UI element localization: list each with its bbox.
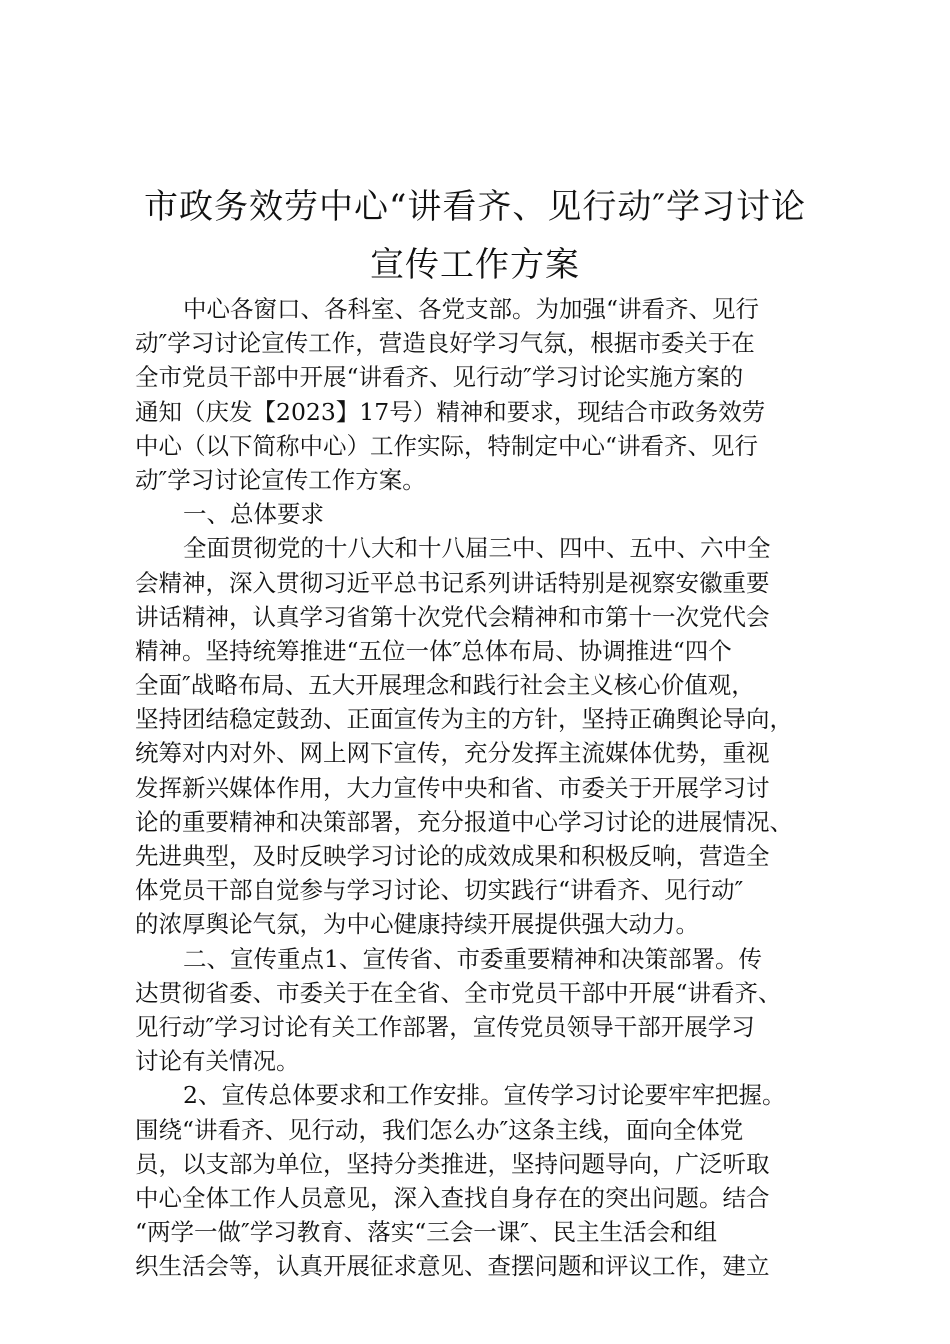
text-line: 2、宣传总体要求和工作安排。宣传学习讨论要牢牢把握。 — [183, 1081, 786, 1110]
text-line: 的浓厚舆论气氛，为中心健康持续开展提供强大动力。 — [135, 910, 699, 939]
text-line: 中心各窗口、各科室、各党支部。为加强“讲看齐、见行 — [183, 295, 760, 323]
text-line: 动″学习讨论宣传工作，营造良好学习气氛，根据市委关于在 — [135, 329, 755, 358]
text-line: 讨论有关情况。 — [135, 1047, 300, 1076]
text-line: 讲话精神，认真学习省第十次党代会精神和市第十一次党代会 — [135, 602, 770, 631]
text-line: 动″学习讨论宣传工作方案。 — [135, 465, 426, 494]
text-line: 二、宣传重点1、宣传省、市委重要精神和决策部署。传 — [183, 944, 762, 973]
text-line: 先进典型，及时反映学习讨论的成效成果和积极反响，营造全 — [135, 842, 770, 870]
text-line: 中心全体工作人员意见，深入查找自身存在的突出问题。结合 — [135, 1183, 770, 1212]
title-line: 宣传工作方案 — [370, 245, 580, 285]
text-line: 全市党员干部中开展“讲看齐、见行动″学习讨论实施方案的 — [135, 363, 744, 392]
text-line: 坚持团结稳定鼓劲、正面宣传为主的方针，坚持正确舆论导向， — [135, 705, 793, 734]
document-title — [120, 178, 830, 294]
document-body — [135, 292, 825, 1283]
text-line: 达贯彻省委、市委关于在全省、全市党员干部中开展“讲看齐、 — [135, 978, 782, 1007]
text-line: 一、总体要求 — [183, 500, 324, 529]
text-line: 全面贯彻党的十八大和十八届三中、四中、五中、六中全 — [183, 534, 771, 563]
text-line: 通知（庆发【2023】17号）精神和要求，现结合市政务效劳 — [135, 397, 766, 426]
text-line: 统筹对内对外、网上网下宣传，充分发挥主流媒体优势，重视 — [135, 739, 770, 768]
text-line: 织生活会等，认真开展征求意见、查摆问题和评议工作，建立 — [135, 1252, 770, 1281]
text-line: 会精神，深入贯彻习近平总书记系列讲话特别是视察安徽重要 — [135, 568, 770, 597]
text-line: 员，以支部为单位，坚持分类推进，坚持问题导向，广泛听取 — [135, 1149, 770, 1178]
title-line: 市政务效劳中心“讲看齐、见行动″学习讨论 — [143, 187, 807, 227]
text-line: 中心（以下简称中心）工作实际，特制定中心“讲看齐、见行 — [135, 431, 759, 460]
text-line: 体党员干部自觉参与学习讨论、切实践行“讲看齐、见行动″ — [135, 876, 744, 905]
text-line: 全面″战略布局、五大开展理念和践行社会主义核心价值观， — [135, 671, 755, 700]
text-line: 精神。坚持统筹推进“五位一体″总体布局、协调推进“四个 — [135, 636, 732, 665]
text-line: 论的重要精神和决策部署，充分报道中心学习讨论的进展情况、 — [135, 807, 793, 836]
text-line: 围绕“讲看齐、见行动，我们怎么办″这条主线，面向全体党 — [135, 1115, 744, 1144]
text-line: 见行动″学习讨论有关工作部署，宣传党员领导干部开展学习 — [135, 1012, 755, 1041]
text-line: 发挥新兴媒体作用，大力宣传中央和省、市委关于开展学习讨 — [135, 773, 770, 802]
text-line: “两学一做″学习教育、落实“三会一课″、民主生活会和组 — [135, 1218, 718, 1247]
